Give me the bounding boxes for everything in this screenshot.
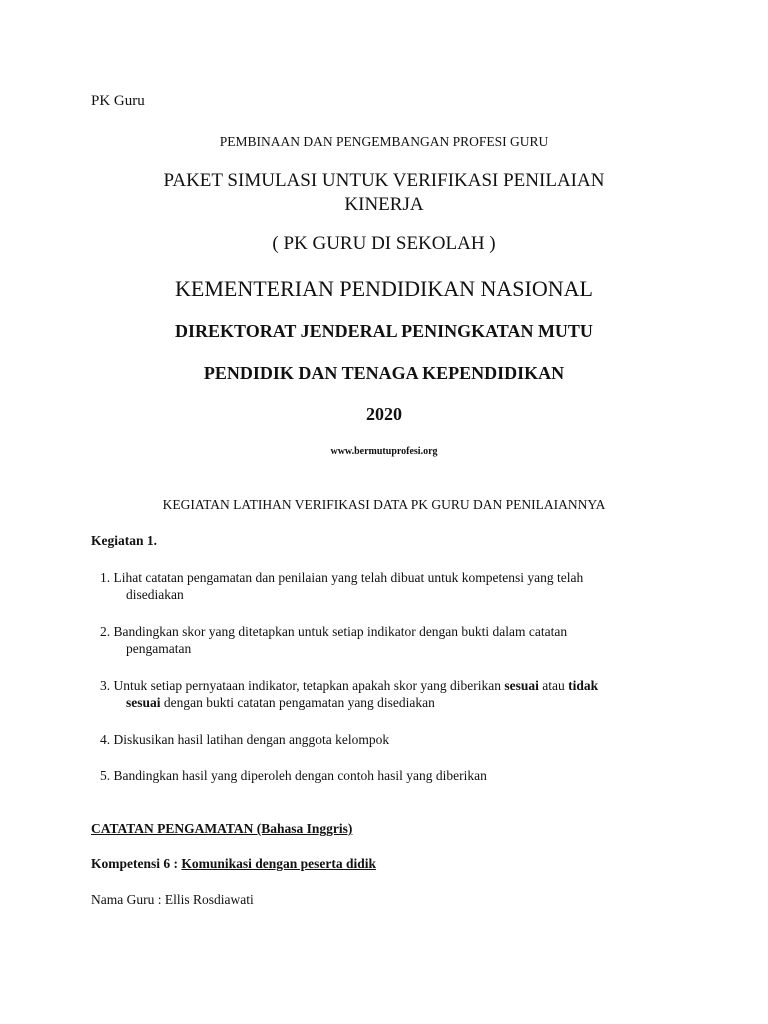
kompetensi-value: Komunikasi dengan peserta didik [181, 856, 377, 871]
directorate-line-2: PENDIDIK DAN TENAGA KEPENDIDIKAN [203, 363, 565, 383]
title-line-1: PAKET SIMULASI UNTUK VERIFIKASI PENILAIAN [163, 170, 605, 191]
document-year: 2020 [366, 404, 402, 424]
teacher-label: Nama Guru : [91, 892, 165, 907]
document-subtitle: PEMBINAAN DAN PENGEMBANGAN PROFESI GURU [219, 134, 549, 149]
emphasis-sesuai: sesuai [504, 678, 539, 693]
emphasis-sesuai-2: sesuai [126, 695, 161, 710]
title-line-2: KINERJA [344, 194, 424, 215]
list-item-continuation: disediakan [126, 587, 184, 602]
teacher-name: Ellis Rosdiawati [164, 892, 254, 907]
kompetensi-line [91, 856, 376, 872]
emphasis-tidak: tidak [568, 678, 599, 693]
list-item-number: 5. [100, 768, 111, 783]
directorate-line-1: DIREKTORAT JENDERAL PENINGKATAN MUTU [175, 321, 593, 341]
teacher-line [91, 892, 254, 908]
header-label: PK Guru [91, 93, 145, 109]
list-item [100, 677, 680, 711]
list-item-text: Lihat catatan pengamatan dan penilaian yang telah dibuat untuk kompetensi yang telah [113, 570, 584, 585]
list-item [100, 569, 680, 603]
list-item-text: Bandingkan hasil yang diperoleh dengan contoh hasil yang diberikan [113, 768, 487, 783]
list-item-number: 3. [100, 678, 111, 693]
list-item-text: Untuk setiap pernyataan indikator, tetapkan apakah skor yang diberikan [113, 678, 505, 693]
activity-heading: KEGIATAN LATIHAN VERIFIKASI DATA PK GURU DAN PENILAIANNYA [162, 497, 606, 512]
ministry-name: KEMENTERIAN PENDIDIKAN NASIONAL [175, 276, 593, 301]
list-item-text: Bandingkan skor yang ditetapkan untuk setiap indikator dengan bukti dalam catatan [113, 624, 568, 639]
document-title-paren: ( PK GURU DI SEKOLAH ) [272, 233, 496, 254]
list-item [100, 767, 680, 784]
list-item-text: Diskusikan hasil latihan dengan anggota kelompok [113, 732, 390, 747]
list-item [100, 731, 680, 748]
website-link[interactable]: www.bermutuprofesi.org [330, 446, 438, 457]
list-item-continuation [100, 694, 680, 711]
list-item-number: 4. [100, 732, 111, 747]
list-item-text: atau [538, 678, 569, 693]
observation-heading: CATATAN PENGAMATAN (Bahasa Inggris) [91, 821, 353, 836]
list-item-number: 2. [100, 624, 111, 639]
kegiatan-label: Kegiatan 1. [91, 533, 157, 548]
list-item-text: dengan bukti catatan pengamatan yang disediakan [160, 695, 435, 710]
list-item-number: 1. [100, 570, 111, 585]
list-item-continuation: pengamatan [126, 641, 192, 656]
document-title [0, 169, 768, 217]
list-item [100, 623, 680, 657]
kompetensi-label: Kompetensi 6 : [91, 856, 182, 871]
